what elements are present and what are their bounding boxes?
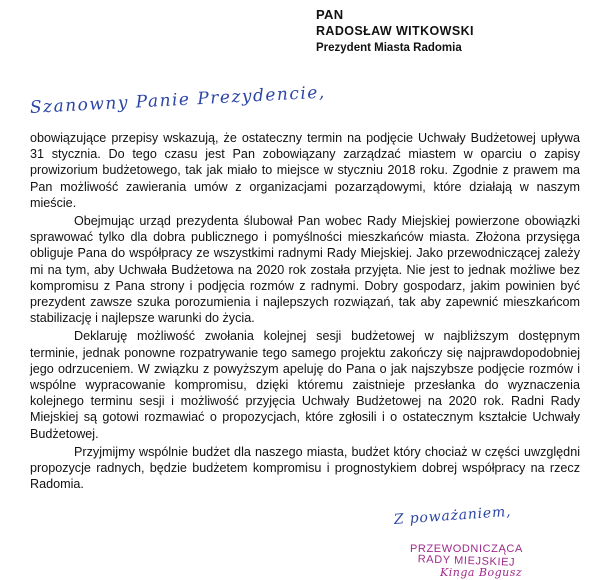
paragraph-4: Przyjmijmy wspólnie budżet dla naszego miasta, budżet który chociaż w części uwzględni propozycje radnych, będzie budżetem kompromisu i prognostykiem dobrej współpracy na rzecz Radomia.	[30, 444, 580, 492]
salutation: Szanowny Panie Prezydencie,	[29, 82, 327, 118]
paragraph-3: Deklaruję możliwość zwołania kolejnej sesji budżetowej w najbliższym dostępnym terminie, jednak ponowne rozpatrywanie tego samego projektu zakończy się najprawdopodobniej jego odrzuceniem. W związku z powyższym apeluję do Pana o jak najszybsze podjęcie rozmów i wspólne wypracowanie kompromisu, dzięki któremu zaistnieje przesłanka do wyznaczenia kolejnego terminu sesji i możliwość przyjęcia Uchwały Budżetowej na 2020 rok. Radni Rady Miejskiej są gotowi rozmawiać o propozycjach, które zgłosili i o ostatecznym kształcie Uchwały Budżetowej.	[30, 329, 580, 441]
stamp-line-2: RADY MIEJSKIEJ	[417, 553, 516, 569]
addressee-name: RADOSŁAW WITKOWSKI	[316, 24, 474, 38]
addressee-position: Prezydent Miasta Radomia	[316, 42, 462, 54]
addressee-block	[316, 6, 474, 57]
stamp-line-1: PRZEWODNICZĄCA	[410, 543, 523, 555]
official-stamp	[410, 543, 523, 567]
addressee-title: PAN	[316, 7, 344, 22]
paragraph-2: Obejmując urząd prezydenta ślubował Pan wobec Rady Miejskiej powierzone obowiązki sprawować tylko dla dobra publicznego i pomyślności mieszkańców miasta. Złożona przysięga obliguje Pana do współpracy ze wszystkimi radnymi Rady Miejskiej. Jako przewodniczącej zależy mi na tym, aby Uchwała Budżetowa na 2020 rok została przyjęta. Nie jest to jednak możliwe bez kompromisu z Pana strony i podjęcia rozmów z radnymi. Dobry gospodarz, jakim powinien być prezydent zawsze szuka porozumienia i najlepszych rozwiązań, tak aby zapewnić mieszkańcom stabilizację i najlepsze warunki do życia.	[30, 214, 580, 326]
letter-body	[30, 130, 580, 492]
paragraph-1: obowiązujące przepisy wskazują, że ostateczny termin na podjęcie Uchwały Budżetowej upływa 31 stycznia. Do tego czasu jest Pan zobowiązany zarządzać miastem w oparciu o zapisy prowizorium budżetowego, tak jak miało to miejsce w styczniu 2018 roku. Zgodnie z prawem ma Pan możliwość zawierania umów z organizacjami pozarządowymi, które działają w naszym mieście.	[30, 131, 580, 210]
handwritten-signature: Kinga Bogusz	[440, 566, 523, 579]
closing-phrase: Z poważaniem,	[393, 503, 512, 528]
